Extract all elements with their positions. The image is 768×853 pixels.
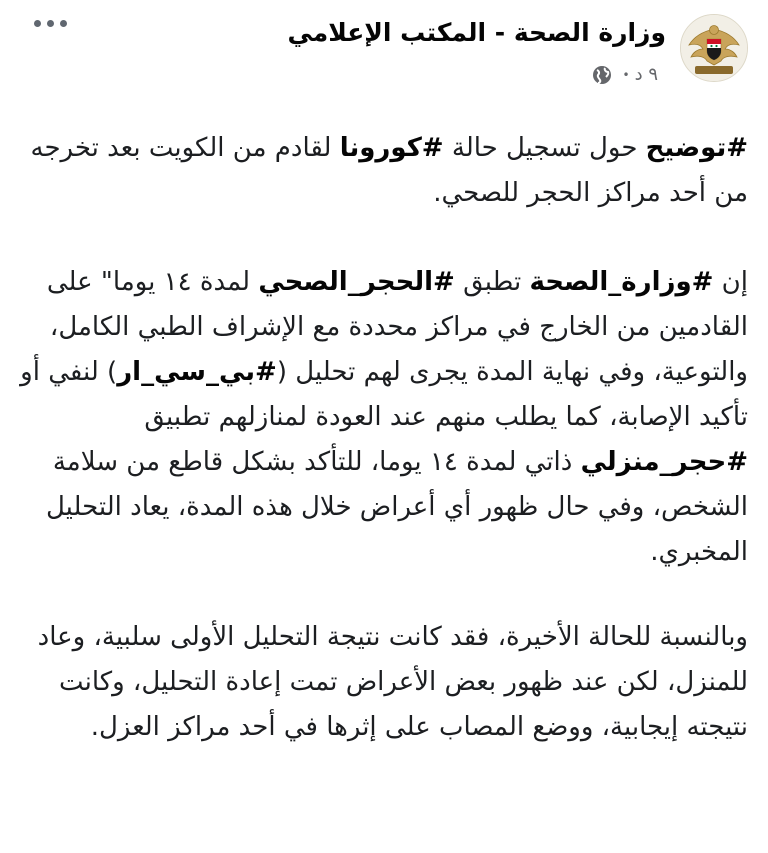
text-segment: لقادم من الكويت بعد تخرجه من أحد مراكز الحجر للصحي. xyxy=(30,133,748,208)
ministry-logo-icon xyxy=(681,15,747,81)
text-segment: لمدة ١٤ يوما" على القادمين من الخارج في مراكز محددة مع الإشراف الطبي الكامل، والتوعية، وفي نهاية المدة يجرى لهم تحليل ( xyxy=(46,267,748,387)
text-segment: تطبق xyxy=(454,267,530,297)
hashtag-home-quarantine[interactable]: #حجر_منزلي xyxy=(580,447,748,477)
post-paragraph-3: وبالنسبة للحالة الأخيرة، فقد كانت نتيجة التحليل الأولى سلبية، وعاد للمنزل، لكن عند ظهور بعض الأعراض تمت إعادة التحليل، وكانت نتيجته إيجابية، ووضع المصاب على إثرها في أحد مراكز العزل. xyxy=(37,622,748,742)
post-paragraph-2 xyxy=(14,260,748,575)
text-segment: ) لنفي أو تأكيد الإصابة، كما يطلب منهم عند العودة لمنازلهم تطبيق xyxy=(20,357,748,432)
page-avatar[interactable] xyxy=(680,14,748,82)
post-meta xyxy=(592,64,659,85)
post-paragraph-1 xyxy=(14,126,748,216)
globe-icon[interactable] xyxy=(592,65,612,85)
post-body xyxy=(14,126,748,750)
page-name[interactable]: وزارة الصحة - المكتب الإعلامي xyxy=(287,18,666,47)
text-segment: حول تسجيل حالة xyxy=(443,133,646,163)
text-segment: ذاتي لمدة ١٤ يوما، للتأكد بشكل قاطع من سلامة الشخص، وفي حال ظهور أي أعراض خلال هذه المدة، يعاد التحليل المخبري. xyxy=(45,447,748,567)
post-time[interactable]: ٩ د xyxy=(634,64,658,85)
meta-separator: • xyxy=(622,67,630,82)
hashtag-corona[interactable]: #كورونا xyxy=(339,133,444,163)
hashtag-health-quarantine[interactable]: #الحجر_الصحي xyxy=(258,267,455,297)
hashtag-clarification[interactable]: #توضيح xyxy=(645,133,748,163)
post-header xyxy=(0,0,768,110)
more-options-icon[interactable] xyxy=(30,14,71,33)
text-segment: إن xyxy=(713,267,748,297)
hashtag-pcr[interactable]: #بي_سي_ار xyxy=(117,357,277,387)
hashtag-ministry-of-health[interactable]: #وزارة_الصحة xyxy=(529,267,714,297)
